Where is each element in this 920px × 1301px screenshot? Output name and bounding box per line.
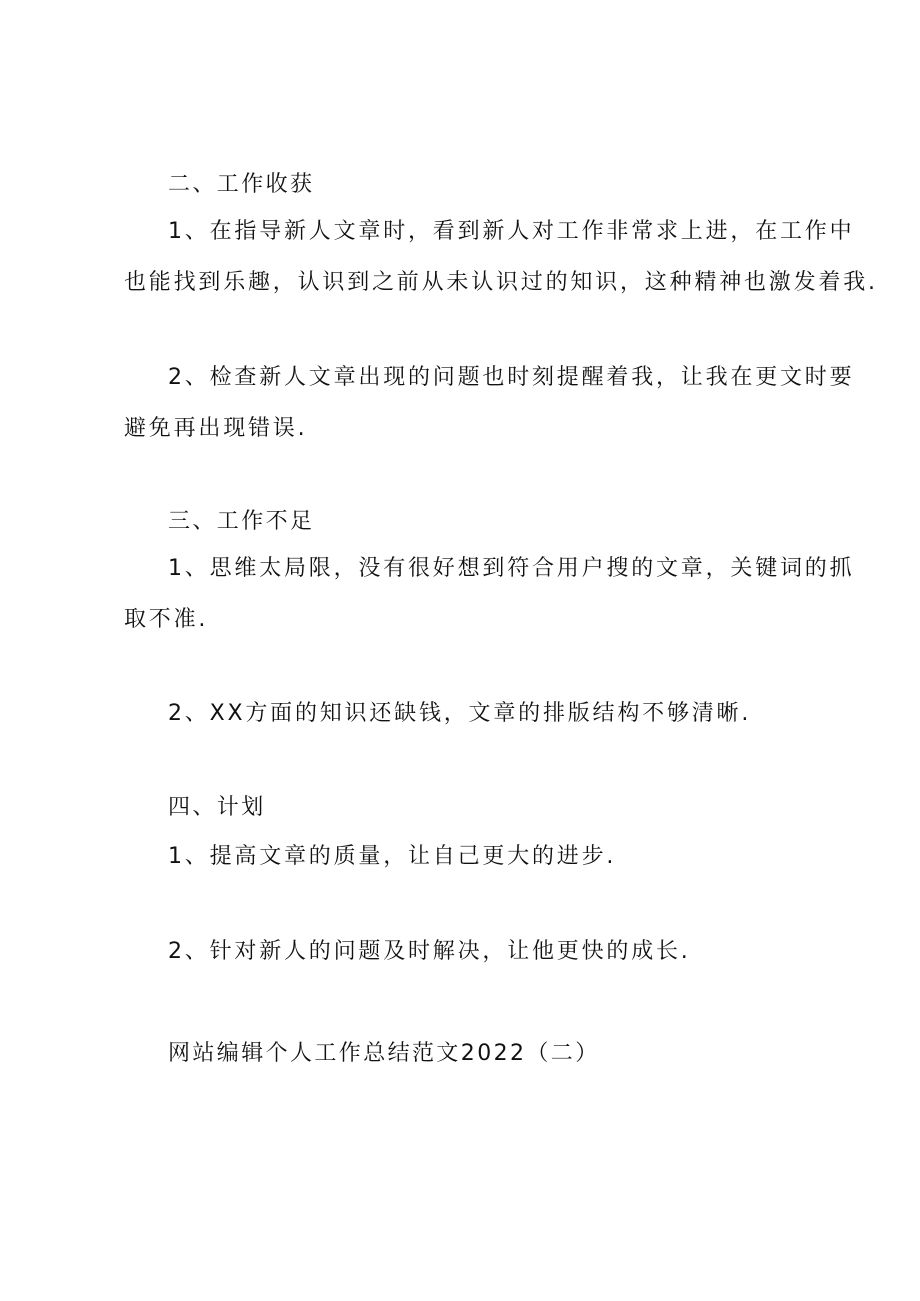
paragraph-line: 2、检查新人文章出现的问题也时刻提醒着我，让我在更文时要 (168, 365, 855, 390)
paragraph-line: 取不准. (124, 607, 209, 632)
section-heading-plan: 四、计划 (168, 795, 266, 820)
paragraph-line: 1、思维太局限，没有很好想到符合用户搜的文章，关键词的抓 (168, 556, 855, 581)
paragraph-line: 避免再出现错误. (124, 416, 308, 441)
next-article-title: 网站编辑个人工作总结范文2022（二） (168, 1041, 600, 1066)
paragraph-line: 1、提高文章的质量，让自己更大的进步. (168, 844, 617, 869)
section-heading-gains: 二、工作收获 (168, 172, 315, 197)
paragraph-line: 也能找到乐趣，认识到之前从未认识过的知识，这种精神也激发着我. (124, 270, 878, 295)
paragraph-line: 2、针对新人的问题及时解决，让他更快的成长. (168, 939, 691, 964)
paragraph-line: 2、XX方面的知识还缺钱，文章的排版结构不够清晰. (168, 701, 752, 726)
section-heading-shortcomings: 三、工作不足 (168, 509, 315, 534)
paragraph-line: 1、在指导新人文章时，看到新人对工作非常求上进，在工作中 (168, 219, 855, 244)
